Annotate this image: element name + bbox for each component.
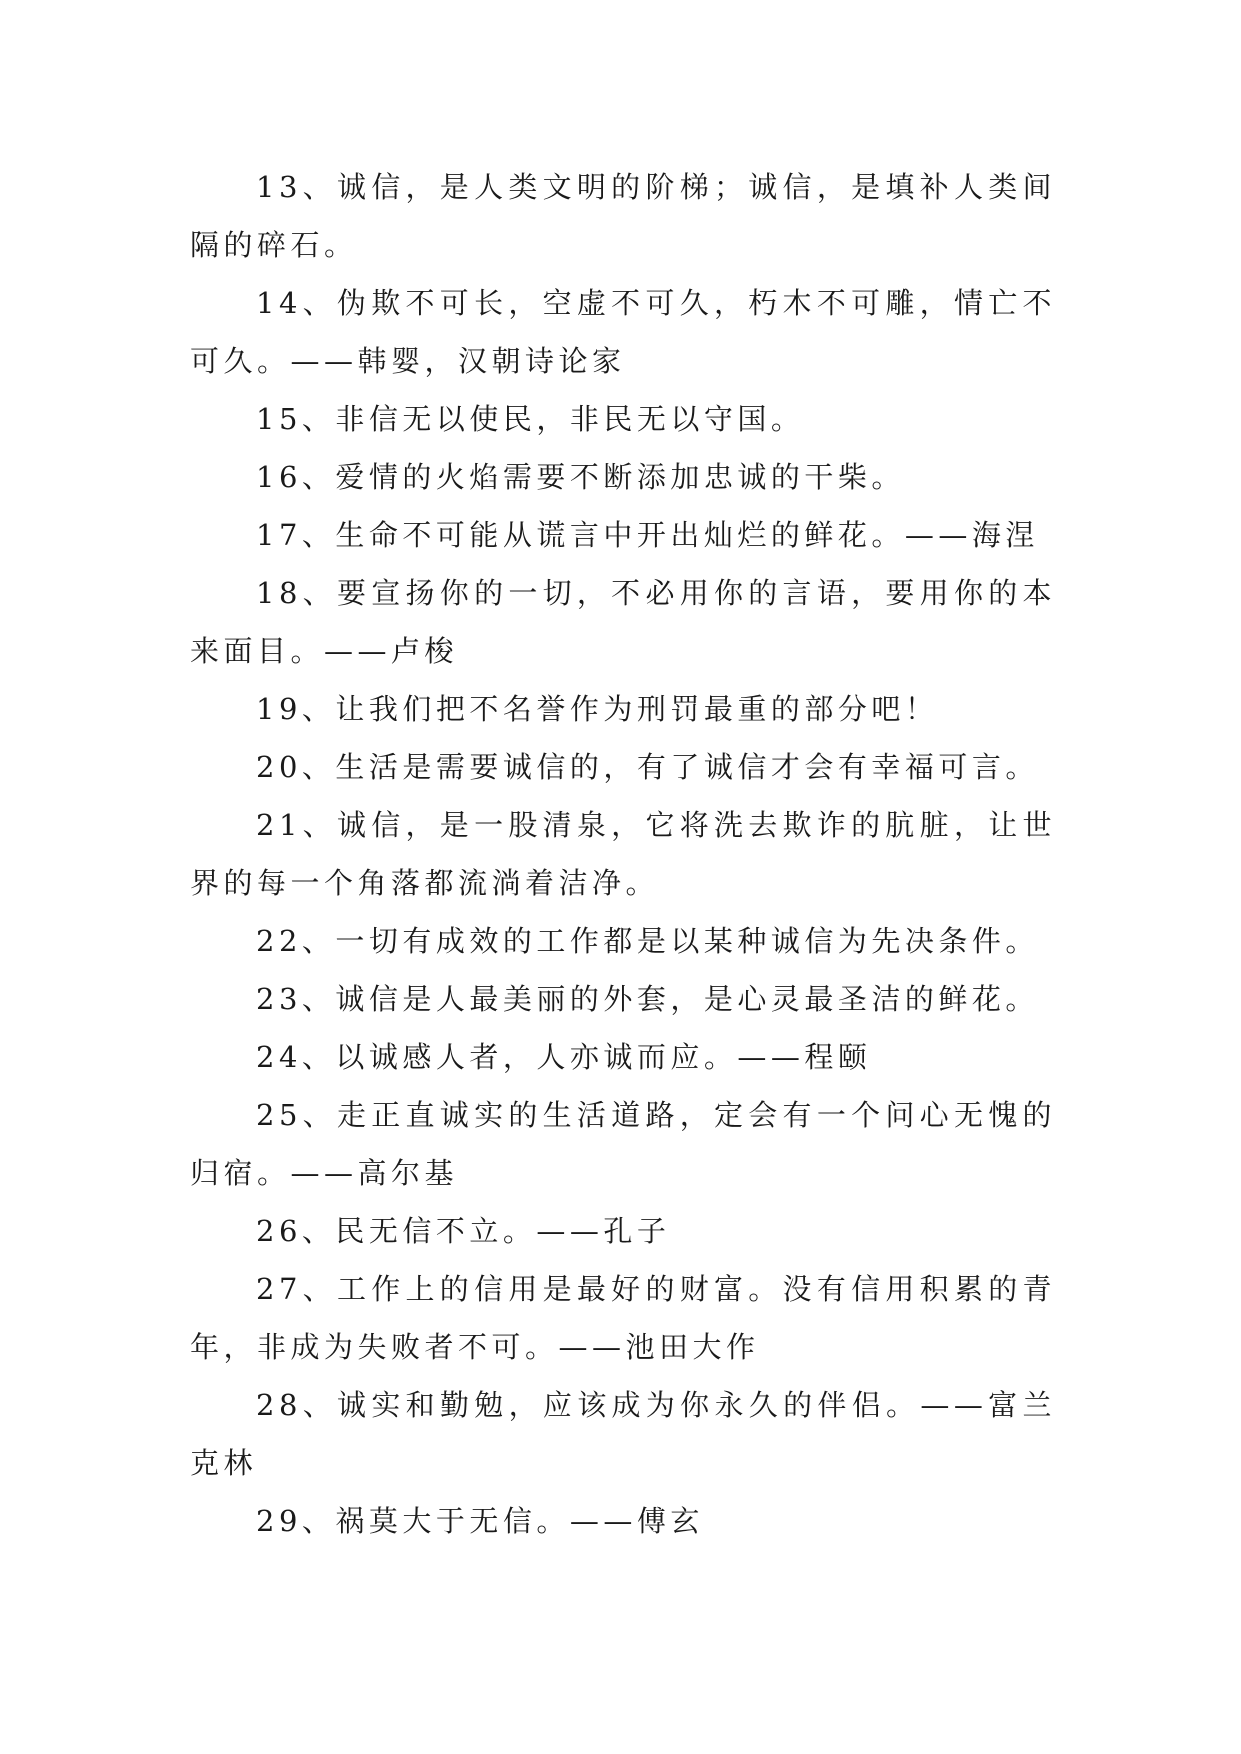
quote-paragraph-21: 21、诚信，是一股清泉，它将洗去欺诈的肮脏，让世界的每一个角落都流淌着洁净。 — [190, 808, 1056, 900]
quote-paragraph-15: 15、非信无以使民，非民无以守国。 — [256, 402, 805, 436]
quote-paragraph-28: 28、诚实和勤勉，应该成为你永久的伴侣。——富兰克林 — [190, 1388, 1056, 1480]
quote-paragraph-24: 24、以诚感人者，人亦诚而应。——程颐 — [256, 1040, 872, 1074]
document-body — [190, 158, 1056, 1550]
quote-paragraph-16: 16、爱情的火焰需要不断添加忠诚的干柴。 — [256, 460, 905, 494]
quote-paragraph-18: 18、要宣扬你的一切，不必用你的言语，要用你的本来面目。——卢梭 — [190, 576, 1056, 668]
quote-paragraph-13: 13、诚信，是人类文明的阶梯；诚信，是填补人类间隔的碎石。 — [190, 170, 1056, 262]
quote-paragraph-22: 22、一切有成效的工作都是以某种诚信为先决条件。 — [256, 924, 1039, 958]
quote-paragraph-29: 29、祸莫大于无信。——傅玄 — [256, 1504, 704, 1538]
quote-paragraph-27: 27、工作上的信用是最好的财富。没有信用积累的青年，非成为失败者不可。——池田大作 — [190, 1272, 1056, 1364]
quote-paragraph-14: 14、伪欺不可长，空虚不可久，朽木不可雕，情亡不可久。——韩婴，汉朝诗论家 — [190, 286, 1056, 378]
quote-paragraph-17: 17、生命不可能从谎言中开出灿烂的鲜花。——海涅 — [256, 518, 1039, 552]
quote-paragraph-20: 20、生活是需要诚信的，有了诚信才会有幸福可言。 — [256, 750, 1039, 784]
quote-paragraph-23: 23、诚信是人最美丽的外套，是心灵最圣洁的鲜花。 — [256, 982, 1039, 1016]
quote-paragraph-19: 19、让我们把不名誉作为刑罚最重的部分吧！ — [256, 692, 939, 726]
quote-paragraph-26: 26、民无信不立。——孔子 — [256, 1214, 671, 1248]
quote-paragraph-25: 25、走正直诚实的生活道路，定会有一个问心无愧的归宿。——高尔基 — [190, 1098, 1056, 1190]
